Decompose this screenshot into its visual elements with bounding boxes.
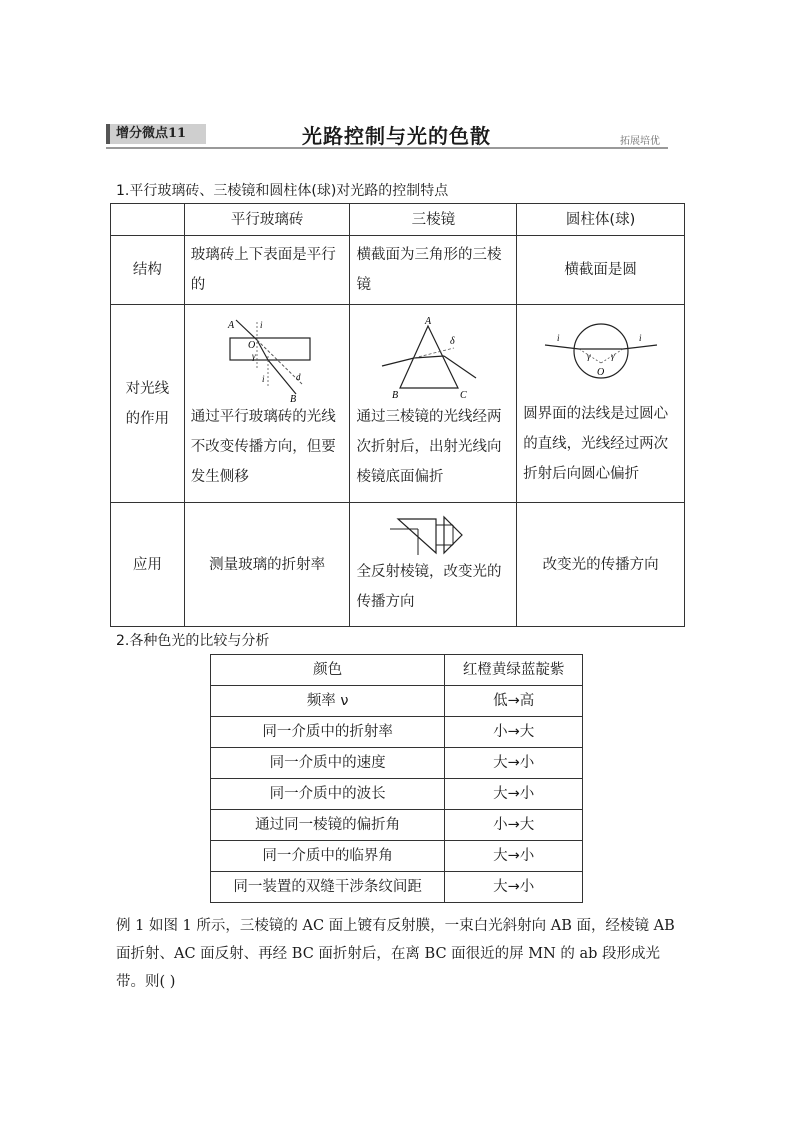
- slab-label-gamma: γ: [252, 350, 256, 361]
- light-path-table: [110, 203, 685, 627]
- property-trend: 大→小: [445, 841, 583, 872]
- property-label: 同一装置的双缝干涉条纹间距: [211, 872, 445, 903]
- cell-effect-cylinder-text: 圆界面的法线是过圆心的直线，光线经过两次折射后向圆心偏折: [523, 405, 669, 482]
- slab-label-a: A: [228, 319, 235, 331]
- prism-label-delta: δ: [450, 335, 455, 347]
- cell-structure-prism: 横截面为三角形的三棱镜: [350, 236, 517, 305]
- header-rule: [106, 147, 668, 149]
- cyl-label-i-right: i: [638, 332, 642, 343]
- cell-structure-slab: 玻璃砖上下表面是平行的: [184, 236, 350, 305]
- category-tag: 拓展培优: [620, 136, 660, 147]
- prism-label-a: A: [425, 315, 432, 327]
- prism-label-b: B: [392, 389, 399, 401]
- example-problem: 例 1 如图 1 所示，三棱镜的 AC 面上镀有反射膜，一束白光斜射向 AB 面，经棱镜 AB 面折射、AC 面反射、再经 BC 面折射后，在离 BC 面很近的屏 MN 的 ab 段形成光带。则( ): [116, 918, 675, 990]
- cell-application-cylinder: 改变光的传播方向: [517, 503, 685, 627]
- row-label-effect: 对光线的作用: [111, 305, 185, 503]
- cyl-label-o: O: [596, 366, 604, 378]
- col-header-prism: 三棱镜: [350, 204, 517, 236]
- property-trend: 小→大: [445, 717, 583, 748]
- row-label-application: 应用: [111, 503, 185, 627]
- slab-label-o: O: [248, 339, 256, 351]
- cell-structure-cylinder: 横截面是圆: [517, 236, 685, 305]
- property-trend: 大→小: [445, 748, 583, 779]
- cyl-label-i-left: i: [556, 332, 560, 343]
- cyl-label-gamma-left: γ: [586, 350, 591, 361]
- col-header-cylinder: 圆柱体(球): [517, 204, 685, 236]
- cell-effect-cylinder: [517, 305, 685, 503]
- cyl-label-gamma-right: γ: [610, 350, 615, 361]
- property-label: 通过同一棱镜的偏折角: [211, 810, 445, 841]
- total-reflection-prism-diagram: [388, 513, 478, 557]
- property-label: 同一介质中的速度: [211, 748, 445, 779]
- prism-label-c: C: [460, 389, 467, 401]
- header-spectrum: 红橙黄绿蓝靛紫: [445, 655, 583, 686]
- property-label: 同一介质中的波长: [211, 779, 445, 810]
- cell-effect-slab-text: 通过平行玻璃砖的光线不改变传播方向，但要发生侧移: [190, 408, 336, 485]
- property-trend: 低→高: [445, 686, 583, 717]
- cell-effect-prism: [350, 305, 517, 503]
- section2-title: 2.各种色光的比较与分析: [116, 633, 270, 649]
- glass-slab-diagram: [212, 316, 322, 402]
- row-label-structure: 结构: [111, 236, 185, 305]
- slab-label-i-top: i: [260, 319, 263, 330]
- property-trend: 大→小: [445, 779, 583, 810]
- slab-label-i-bottom: i: [262, 373, 265, 384]
- header-color: 颜色: [211, 655, 445, 686]
- cell-application-prism: [350, 503, 517, 627]
- header-corner: [111, 204, 185, 236]
- property-label: 同一介质中的折射率: [211, 717, 445, 748]
- section1-title: 1.平行玻璃砖、三棱镜和圆柱体(球)对光路的控制特点: [116, 183, 449, 199]
- property-label: 频率 ν: [211, 686, 445, 717]
- cell-application-prism-text: 全反射棱镜，改变光的传播方向: [356, 563, 502, 610]
- color-comparison-table: [210, 654, 583, 903]
- property-trend: 大→小: [445, 872, 583, 903]
- property-trend: 小→大: [445, 810, 583, 841]
- slab-label-b: B: [290, 393, 297, 402]
- prism-diagram: [378, 316, 488, 402]
- slab-label-d: d: [296, 371, 301, 382]
- cell-effect-prism-text: 通过三棱镜的光线经两次折射后，出射光线向棱镜底面偏折: [356, 408, 502, 485]
- property-label: 同一介质中的临界角: [211, 841, 445, 872]
- cylinder-diagram: [541, 319, 661, 399]
- cell-effect-slab: [184, 305, 350, 503]
- section-header: [106, 120, 668, 150]
- topic-badge: 增分微点11: [106, 124, 206, 144]
- page-title: 光路控制与光的色散: [302, 124, 491, 148]
- cell-application-slab: 测量玻璃的折射率: [184, 503, 350, 627]
- col-header-slab: 平行玻璃砖: [184, 204, 350, 236]
